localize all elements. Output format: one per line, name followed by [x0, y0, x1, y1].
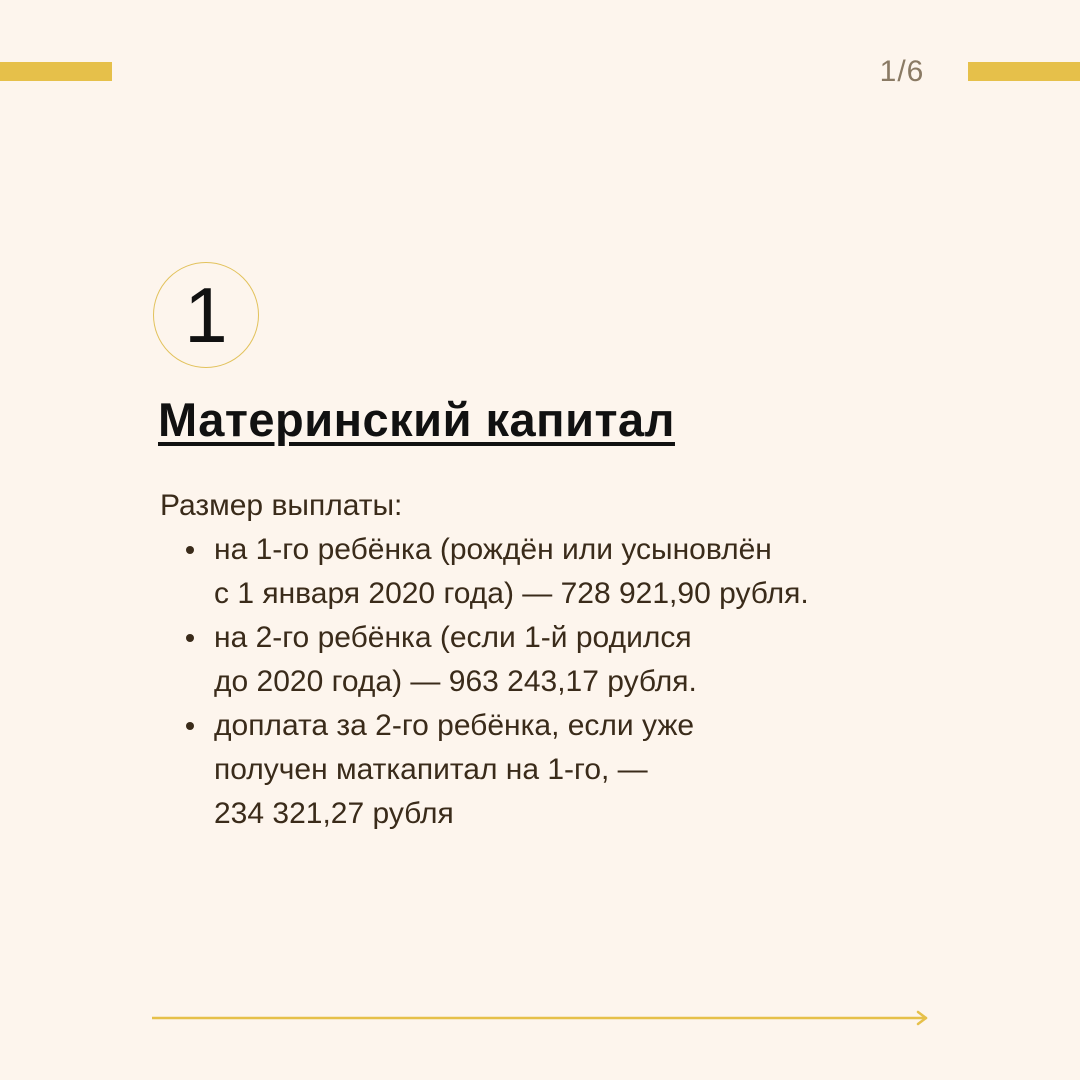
section-number: 1: [184, 271, 228, 359]
bullet-dot-icon: [186, 546, 194, 554]
page-counter: 1/6: [879, 55, 925, 88]
list-item: [186, 704, 809, 836]
list-item-line: на 1-го ребёнка (рождён или усыновлён: [214, 533, 772, 566]
payment-size-label: Размер выплаты:: [160, 489, 403, 522]
list-item-line: с 1 января 2020 года) — 728 921,90 рубля.: [214, 577, 809, 610]
page-title: Материнский капитал: [158, 393, 675, 446]
decorative-bar-right: [968, 62, 1080, 81]
list-item-line: до 2020 года) — 963 243,17 рубля.: [214, 665, 697, 698]
list-item: [186, 528, 809, 616]
list-item-line: на 2-го ребёнка (если 1-й родился: [214, 621, 692, 654]
bullet-dot-icon: [186, 722, 194, 730]
list-item-line: доплата за 2-го ребёнка, если уже: [214, 709, 695, 742]
list-item-line: 234 321,27 рубля: [214, 797, 454, 830]
arrow-right-icon[interactable]: [152, 1009, 930, 1027]
section-number-badge: [153, 262, 259, 368]
list-item-line: получен маткапитал на 1-го, —: [214, 753, 648, 786]
list-item: [186, 616, 809, 704]
decorative-bar-left: [0, 62, 112, 81]
payment-list: [186, 528, 809, 836]
bullet-dot-icon: [186, 634, 194, 642]
